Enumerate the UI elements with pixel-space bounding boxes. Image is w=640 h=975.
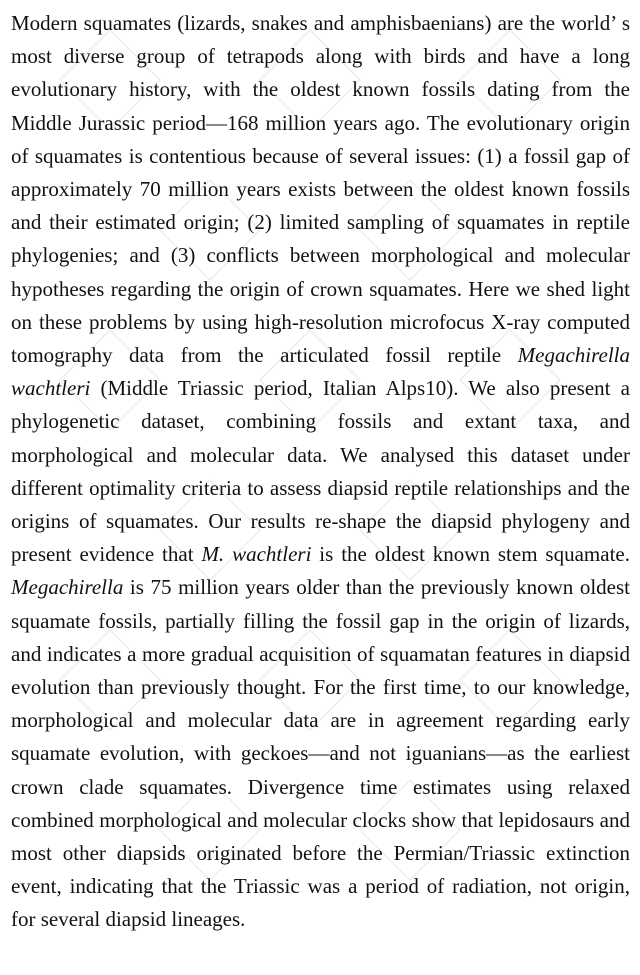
species-name-megachirella-wachtleri: Megachirella wachtleri — [11, 343, 630, 401]
abstract-text-segment-3: is the oldest known stem squamate. — [311, 542, 630, 567]
abstract-text-segment-4: is 75 million years older than the previously known oldest squamate fossils, partially filling the fossil gap in the origin of lizards, and indicates a more gradual acquisition of squamatan features in diapsid evolution than previously thought. For the first time, to our knowledge, morphological and molecular data are in agreement regarding early squamate evolution, with geckoes—and not iguanians—as the earliest crown clade squamates. Divergence time estimates using relaxed combined morphological and molecular clocks show that lepidosaurs and most other diapsids originated before the Permian/Triassic extinction event, indicating that the Triassic was a period of radiation, not origin, for several diapsid lineages. — [11, 575, 630, 932]
species-name-m-wachtleri: M. wachtleri — [201, 542, 312, 567]
abstract-paragraph — [11, 7, 630, 937]
genus-name-megachirella: Megachirella — [11, 575, 124, 600]
abstract-text-segment-2: (Middle Triassic period, Italian Alps10). We also present a phylogenetic dataset, combining fossils and extant taxa, and morphological and molecular data. We analysed this dataset under different optimality criteria to assess diapsid reptile relationships and the origins of squamates. Our results re-shape the diapsid phylogeny and present evidence that — [11, 376, 630, 567]
abstract-text-segment-1: Modern squamates (lizards, snakes and amphisbaenians) are the world’ s most diverse group of tetrapods along with birds and have a long evolutionary history, with the oldest known fossils dating from the Middle Jurassic period—168 million years ago. The evolutionary origin of squamates is contentious because of several issues: (1) a fossil gap of approximately 70 million years exists between the oldest known fossils and their estimated origin; (2) limited sampling of squamates in reptile phylogenies; and (3) conflicts between morphological and molecular hypotheses regarding the origin of crown squamates. Here we shed light on these problems by using high-resolution microfocus X-ray computed tomography data from the articulated fossil reptile — [11, 11, 630, 368]
